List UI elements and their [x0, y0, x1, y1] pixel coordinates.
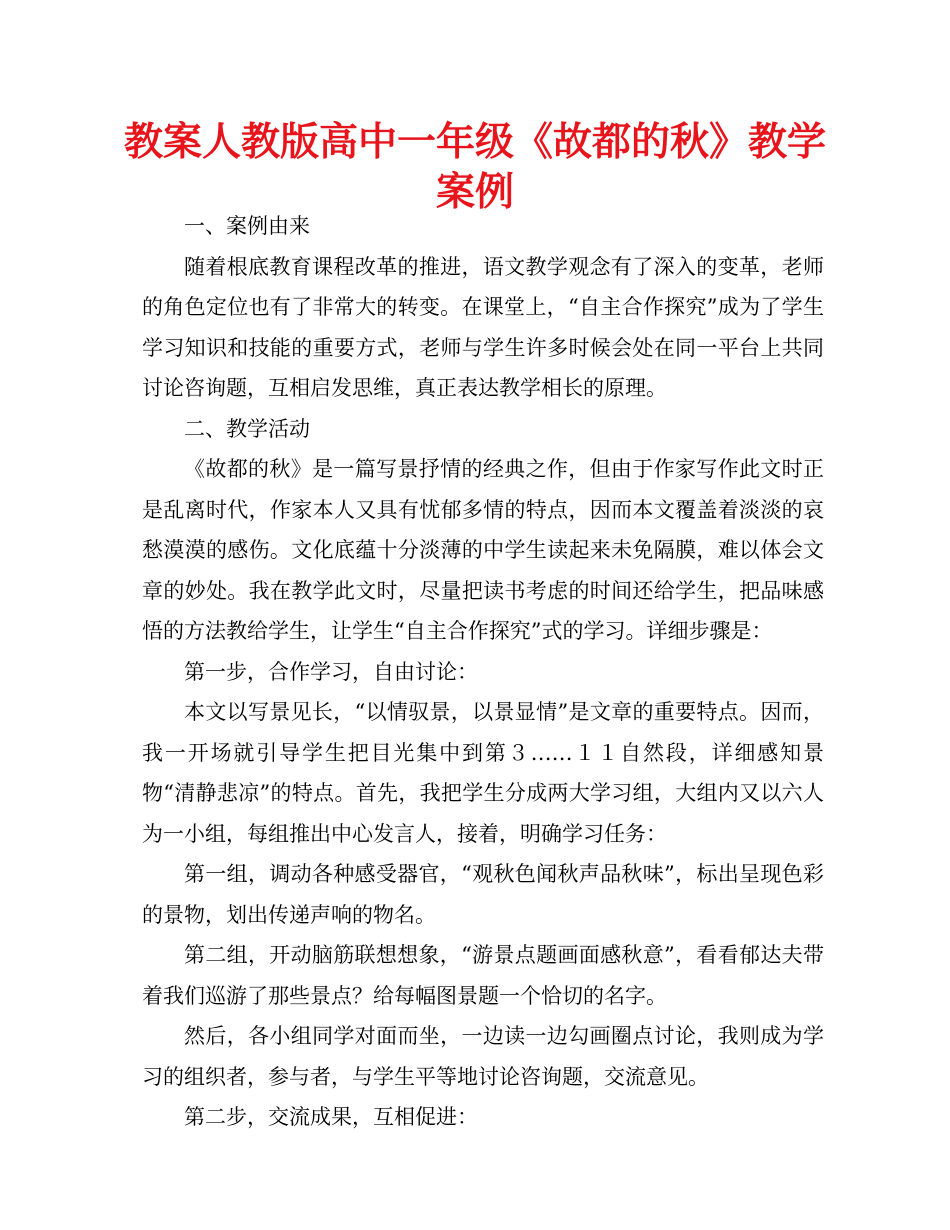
paragraph: 第一组，调动各种感受器官，“观秋色闻秋声品秋味”，标出呈现色彩的景物，划出传递声响的物名。	[142, 862, 824, 927]
title-line-1: 教案人教版高中一年级《故都的秋》教学	[123, 120, 826, 165]
paragraph: 随着根底教育课程改革的推进，语文教学观念有了深入的变革，老师的角色定位也有了非常大的转变。在课堂上，“自主合作探究”成为了学生学习知识和技能的重要方式，老师与学生许多时候会处在同一平台上共同讨论咨询题，互相启发思维，真正表达教学相长的原理。	[142, 254, 824, 400]
title-line-2: 案例	[435, 170, 514, 215]
step-heading: 第二步，交流成果，互相促进：	[184, 1105, 478, 1129]
paragraph: 本文以写景见长，“以情驭景，以景显情”是文章的重要特点。因而，我一开场就引导学生把目光集中到第３……１１自然段，详细感知景物“清静悲凉”的特点。首先，我把学生分成两大学习组，大组内又以六人为一小组，每组推出中心发言人，接着，明确学习任务：	[142, 700, 824, 846]
document-title	[120, 118, 830, 218]
section-heading: 二、教学活动	[184, 416, 310, 441]
paragraph: 《故都的秋》是一篇写景抒情的经典之作，但由于作家写作此文时正是乱离时代，作家本人又具有忧郁多情的特点，因而本文覆盖着淡淡的哀愁漠漠的感伤。文化底蕴十分淡薄的中学生读起来未免隔膜，难以体会文章的妙处。我在教学此文时，尽量把读书考虑的时间还给学生，把品味感悟的方法教给学生，让学生“自主合作探究”式的学习。详细步骤是：	[142, 457, 824, 643]
step-heading: 第一步，合作学习，自由讨论：	[184, 659, 478, 684]
paragraph: 第二组，开动脑筋联想想象，“游景点题画面感秋意”，看看郁达夫带着我们巡游了那些景点？给每幅图景题一个恰切的名字。	[142, 943, 824, 1008]
section-heading: 一、案例由来	[184, 214, 310, 238]
paragraph: 然后，各小组同学对面而坐，一边读一边勾画圈点讨论，我则成为学习的组织者，参与者，与学生平等地讨论咨询题，交流意见。	[142, 1024, 824, 1089]
document-body	[142, 206, 824, 1138]
